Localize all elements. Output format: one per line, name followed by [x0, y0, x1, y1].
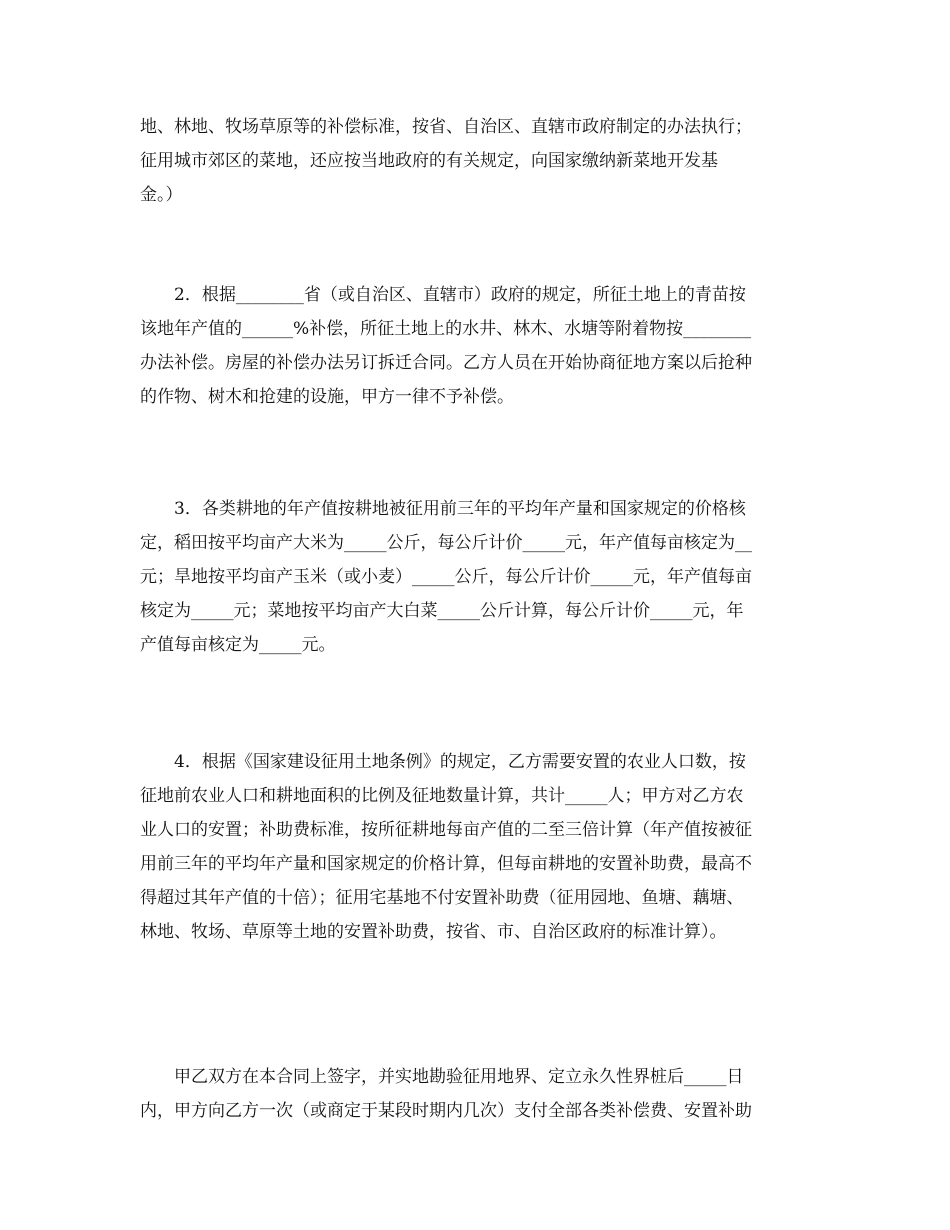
paragraph-line: 4．根据《国家建设征用土地条例》的规定，乙方需要安置的农业人口数，按	[174, 752, 746, 772]
paragraph-line: 3．各类耕地的年产值按耕地被征用前三年的平均年产量和国家规定的价格核	[174, 499, 746, 519]
paragraph-line: 办法补偿。房屋的补偿办法另订拆迁合同。乙方人员在开始协商征地方案以后抢种	[140, 353, 752, 373]
paragraph-land-compensation-standard	[140, 110, 812, 212]
paragraph-clause-4	[140, 745, 812, 949]
paragraph-line: 用前三年的平均年产量和国家规定的价格计算，但每亩耕地的安置补助费，最高不	[140, 854, 752, 874]
paragraph-line: 2．根据________省（或自治区、直辖市）政府的规定，所征土地上的青苗按	[174, 285, 746, 305]
paragraph-line: 元；旱地按平均亩产玉米（或小麦）_____公斤，每公斤计价_____元，年产值每亩	[140, 567, 752, 587]
paragraph-payment-terms	[140, 1060, 812, 1128]
paragraph-clause-3	[140, 492, 812, 662]
paragraph-line: 金。）	[140, 185, 183, 205]
paragraph-line: 征用城市郊区的菜地，还应按当地政府的有关规定，向国家缴纳新菜地开发基	[140, 151, 718, 171]
paragraph-line: 得超过其年产值的十倍）；征用宅基地不付安置补助费（征用园地、鱼塘、藕塘、	[140, 888, 744, 908]
paragraph-line: 定，稻田按平均亩产大米为_____公斤，每公斤计价_____元，年产值每亩核定为__	[140, 533, 752, 553]
paragraph-line: 业人口的安置；补助费标准，按所征耕地每亩产值的二至三倍计算（年产值按被征	[140, 820, 752, 840]
paragraph-line: 地、林地、牧场草原等的补偿标准，按省、自治区、直辖市政府制定的办法执行；	[140, 117, 752, 137]
paragraph-line: 甲乙双方在本合同上签字，并实地勘验征用地界、定立永久性界桩后_____日	[174, 1067, 744, 1087]
paragraph-line: 内，甲方向乙方一次（或商定于某段时期内几次）支付全部各类补偿费、安置补助	[140, 1101, 752, 1121]
paragraph-line: 产值每亩核定为_____元。	[140, 635, 336, 655]
paragraph-line: 该地年产值的______%补偿，所征土地上的水井、林木、水塘等附着物按________	[140, 319, 752, 339]
paragraph-clause-2	[140, 278, 812, 414]
paragraph-line: 林地、牧场、草原等土地的安置补助费，按省、市、自治区政府的标准计算）。	[140, 922, 727, 942]
paragraph-line: 核定为_____元；菜地按平均亩产大白菜_____公斤计算，每公斤计价_____元，年	[140, 601, 744, 621]
paragraph-line: 征地前农业人口和耕地面积的比例及征地数量计算，共计_____人；甲方对乙方农	[140, 786, 744, 806]
paragraph-line: 的作物、树木和抢建的设施，甲方一律不予补偿。	[140, 387, 514, 407]
